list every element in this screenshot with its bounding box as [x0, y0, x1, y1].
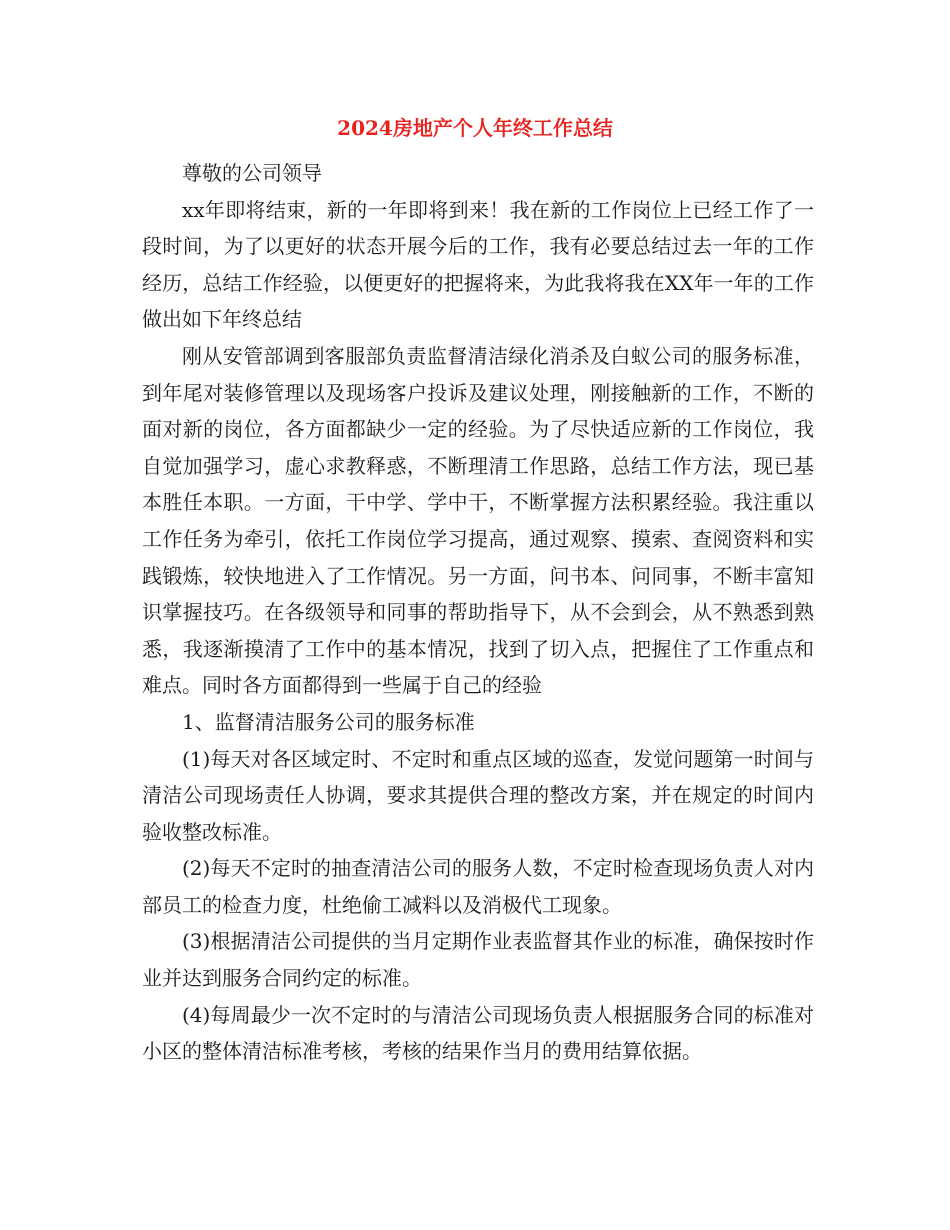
section-heading: 1、监督清洁服务公司的服务标准	[182, 709, 475, 734]
list-item: (3)根据清洁公司提供的当月定期作业表监督其作业的标准，确保按时作业并达到服务合同约定的标准。	[142, 929, 814, 991]
document-body	[142, 155, 814, 1070]
paragraph: 刚从安管部调到客服部负责监督清洁绿化消杀及白蚁公司的服务标准，到年尾对装修管理以及现场客户投诉及建议处理，刚接触新的工作，不断的面对新的岗位，各方面都缺少一定的经验。为了尽快适应新的工作岗位，我自觉加强学习，虚心求教释惑，不断理清工作思路，总结工作方法，现已基本胜任本职。一方面，干中学、学中干，不断掌握方法积累经验。我注重以工作任务为牵引，依托工作岗位学习提高，通过观察、摸索、查阅资料和实践锻炼，较快地进入了工作情况。另一方面，问书本、问同事，不断丰富知识掌握技巧。在各级领导和同事的帮助指导下，从不会到会，从不熟悉到熟悉，我逐渐摸清了工作中的基本情况，找到了切入点，把握住了工作重点和难点。同时各方面都得到一些属于自己的经验	[142, 343, 814, 698]
document-title: 2024房地产个人年终工作总结	[337, 116, 613, 140]
salutation: 尊敬的公司领导	[182, 161, 322, 185]
list-item: (1)每天对各区域定时、不定时和重点区域的巡查，发觉问题第一时间与清洁公司现场责任人协调，要求其提供合理的整改方案，并在规定的时间内验收整改标准。	[142, 746, 814, 844]
list-item: (4)每周最少一次不定时的与清洁公司现场负责人根据服务合同的标准对小区的整体清洁标准考核，考核的结果作当月的费用结算依据。	[142, 1002, 814, 1064]
paragraph: xx年即将结束，新的一年即将到来！我在新的工作岗位上已经工作了一段时间，为了以更好的状态开展今后的工作，我有必要总结过去一年的工作经历，总结工作经验，以便更好的把握将来，为此我将我在XX年一年的工作做出如下年终总结	[142, 197, 814, 332]
list-item: (2)每天不定时的抽查清洁公司的服务人数，不定时检查现场负责人对内部员工的检查力度，杜绝偷工减料以及消极代工现象。	[142, 856, 814, 917]
